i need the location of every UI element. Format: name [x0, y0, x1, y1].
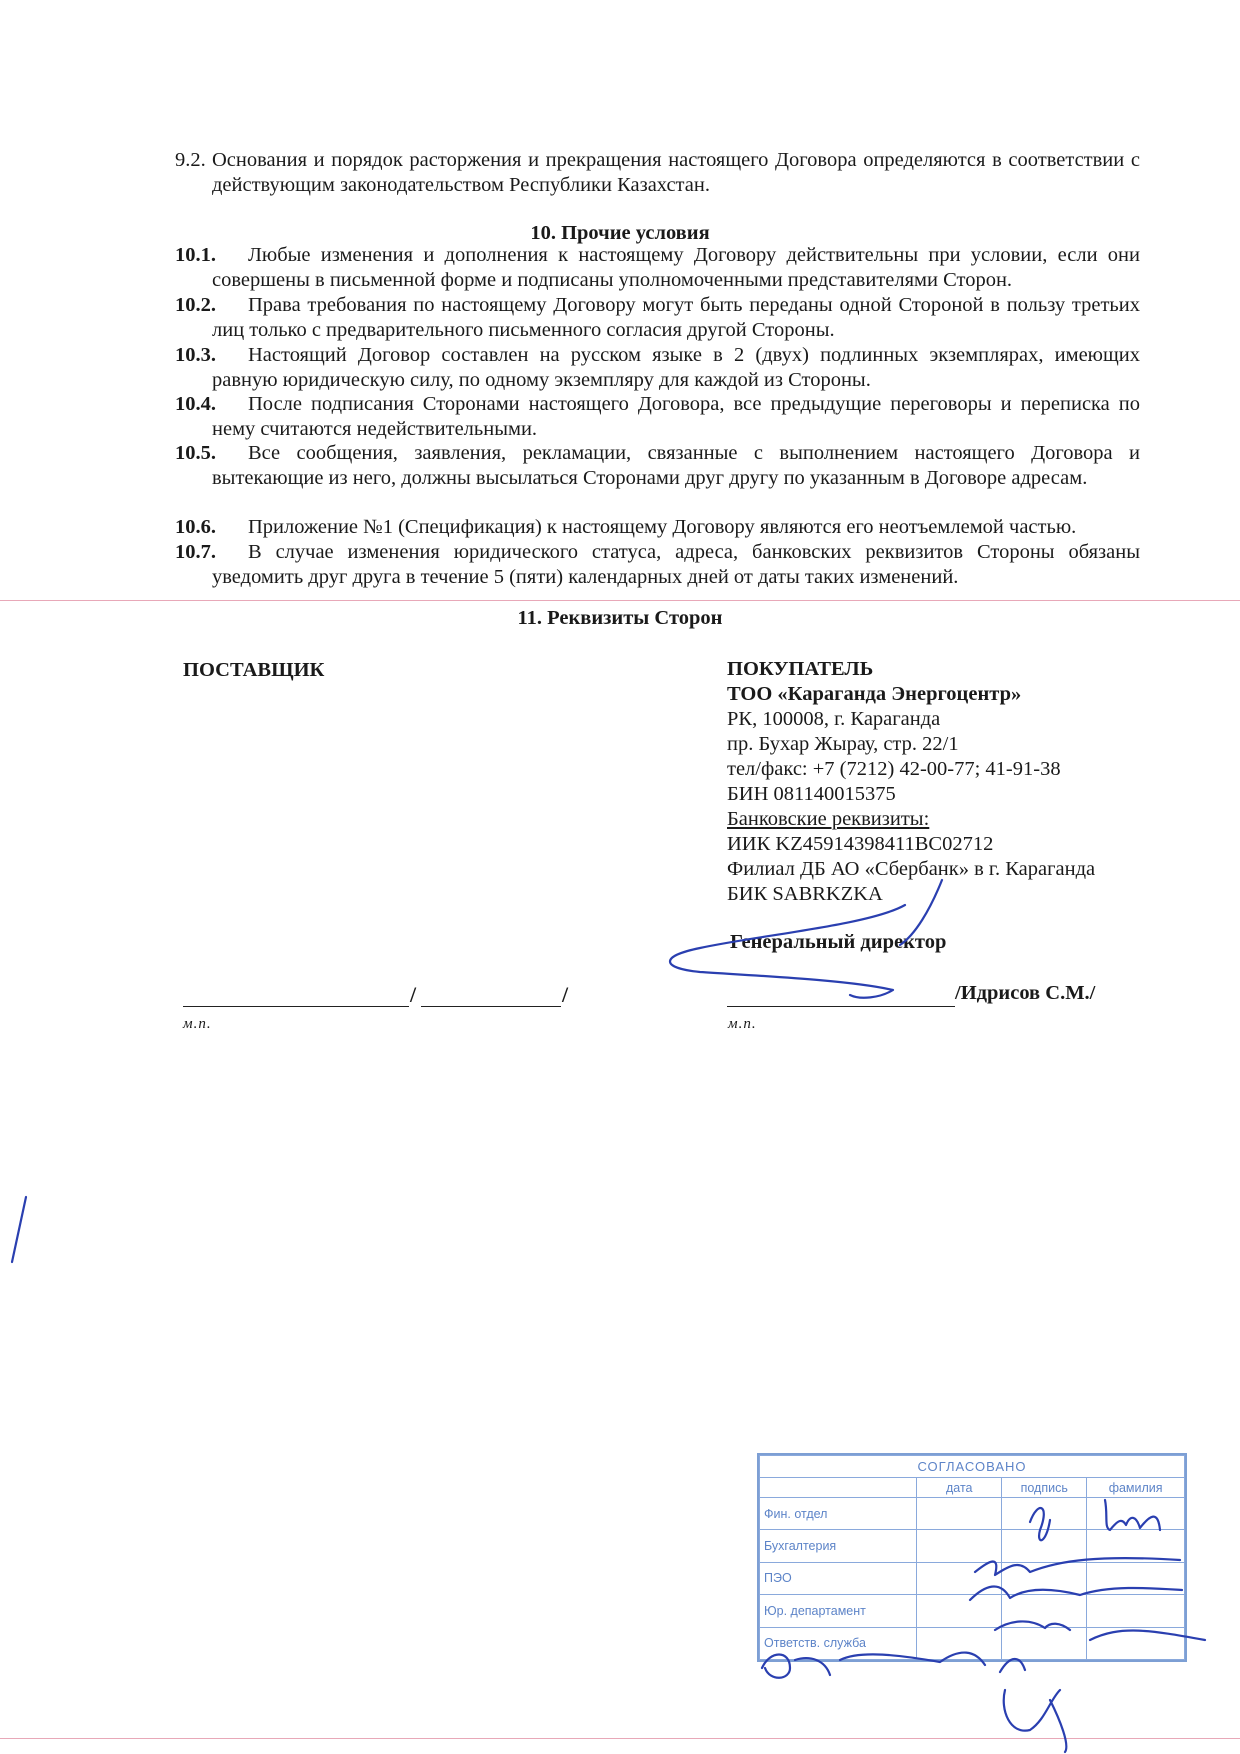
clause-text: Приложение №1 (Спецификация) к настоящему Договору являются его неотъемлемой частью.: [248, 516, 1077, 538]
stamp-corner-cell: [760, 1478, 917, 1498]
clause-text: После подписания Сторонами настоящего Договора, все предыдущие переговоры и переписка по нему считаются недействительными.: [212, 393, 1140, 440]
clause-number: 10.1.: [175, 244, 216, 266]
supplier-slash: /: [562, 982, 569, 1007]
stamp-row-label: ПЭО: [760, 1562, 917, 1594]
stamp-col-signature: подпись: [1002, 1478, 1087, 1498]
clause-10-4: [175, 392, 1140, 442]
supplier-name-line: [421, 1006, 561, 1007]
buyer-bank-label: Банковские реквизиты:: [727, 808, 930, 830]
buyer-signature-line: [727, 1006, 955, 1007]
clause-10-3: [175, 343, 1140, 393]
buyer-position: Генеральный директор: [730, 931, 947, 953]
margin-mark-icon: [12, 1197, 26, 1262]
clause-text: Настоящий Договор составлен на русском языке в 2 (двух) подлинных экземплярах, имеющих равную юридическую силу, по одному экземпляру для каждой из Стороны.: [212, 344, 1140, 391]
clause-number: 9.2.: [175, 149, 206, 171]
buyer-bank-name: Филиал ДБ АО «Сбербанк» в г. Караганда: [727, 858, 1096, 880]
clause-text: Все сообщения, заявления, рекламации, связанные с выполнением настоящего Договора и вытекающие из него, должны высылаться Сторонами друг другу по указанным в Договоре адресам.: [212, 442, 1140, 489]
clause-number: 10.7.: [175, 541, 216, 563]
buyer-address-line-1: РК, 100008, г. Караганда: [727, 708, 941, 730]
supplier-signature-line: [183, 1006, 409, 1007]
clause-number: 10.3.: [175, 344, 216, 366]
buyer-bin: БИН 081140015375: [727, 783, 896, 805]
buyer-signer-name: /Идрисов С.М./: [955, 982, 1096, 1004]
supplier-seal-mark: м.п.: [183, 1016, 212, 1032]
buyer-company: ТОО «Караганда Энергоцентр»: [727, 683, 1022, 705]
stamp-col-date: дата: [917, 1478, 1002, 1498]
stamp-row-label: Фин. отдел: [760, 1498, 917, 1530]
approval-stamp-title: СОГЛАСОВАНО: [760, 1456, 1185, 1478]
supplier-title: ПОСТАВЩИК: [183, 659, 325, 681]
clause-10-1: [175, 243, 1140, 293]
stamp-row-label: Бухгалтерия: [760, 1530, 917, 1562]
scan-artifact-line: [0, 600, 1240, 601]
clause-10-6: [175, 515, 1140, 540]
section-10-heading: 10. Прочие условия: [530, 222, 710, 244]
scan-artifact-line: [0, 1738, 1240, 1739]
clause-number: 10.5.: [175, 442, 216, 464]
stamp-row-label: Юр. департамент: [760, 1595, 917, 1627]
buyer-address-line-2: пр. Бухар Жырау, стр. 22/1: [727, 733, 959, 755]
clause-text: Любые изменения и дополнения к настоящему Договору действительны при условии, если они совершены в письменной форме и подписаны уполномоченными представителями Сторон.: [212, 244, 1140, 291]
final-signature-icon: [1004, 1690, 1067, 1752]
clause-number: 10.2.: [175, 294, 216, 316]
approval-stamp: [757, 1453, 1187, 1662]
stamp-col-surname: фамилия: [1087, 1478, 1185, 1498]
buyer-title: ПОКУПАТЕЛЬ: [727, 658, 874, 680]
buyer-bik: БИК SABRKZKA: [727, 883, 883, 905]
clause-number: 10.6.: [175, 516, 216, 538]
section-11-heading: 11. Реквизиты Сторон: [517, 607, 723, 629]
clause-number: 10.4.: [175, 393, 216, 415]
buyer-phone: тел/факс: +7 (7212) 42-00-77; 41-91-38: [727, 758, 1061, 780]
clause-10-5: [175, 441, 1140, 491]
buyer-iik: ИИК KZ45914398411BC02712: [727, 833, 994, 855]
buyer-seal-mark: м.п.: [728, 1016, 757, 1032]
clause-text: В случае изменения юридического статуса, адреса, банковских реквизитов Стороны обязаны уведомить друг друга в течение 5 (пяти) календарных дней от даты таких изменений.: [212, 541, 1140, 588]
supplier-slash: /: [410, 982, 417, 1007]
clause-9-2: [175, 148, 1140, 198]
clause-text: Основания и порядок расторжения и прекращения настоящего Договора определяются в соответствии с действующим законодательством Республики Казахстан.: [212, 149, 1140, 196]
approval-stamp-table: [759, 1455, 1185, 1660]
clause-10-7: [175, 540, 1140, 590]
clause-text: Права требования по настоящему Договору могут быть переданы одной Стороной в пользу третьих лиц только с предварительного письменного согласия другой Стороны.: [212, 294, 1140, 341]
buyer-details: [727, 657, 1095, 907]
stamp-row-label: Ответств. служба: [760, 1627, 917, 1659]
clause-10-2: [175, 293, 1140, 343]
